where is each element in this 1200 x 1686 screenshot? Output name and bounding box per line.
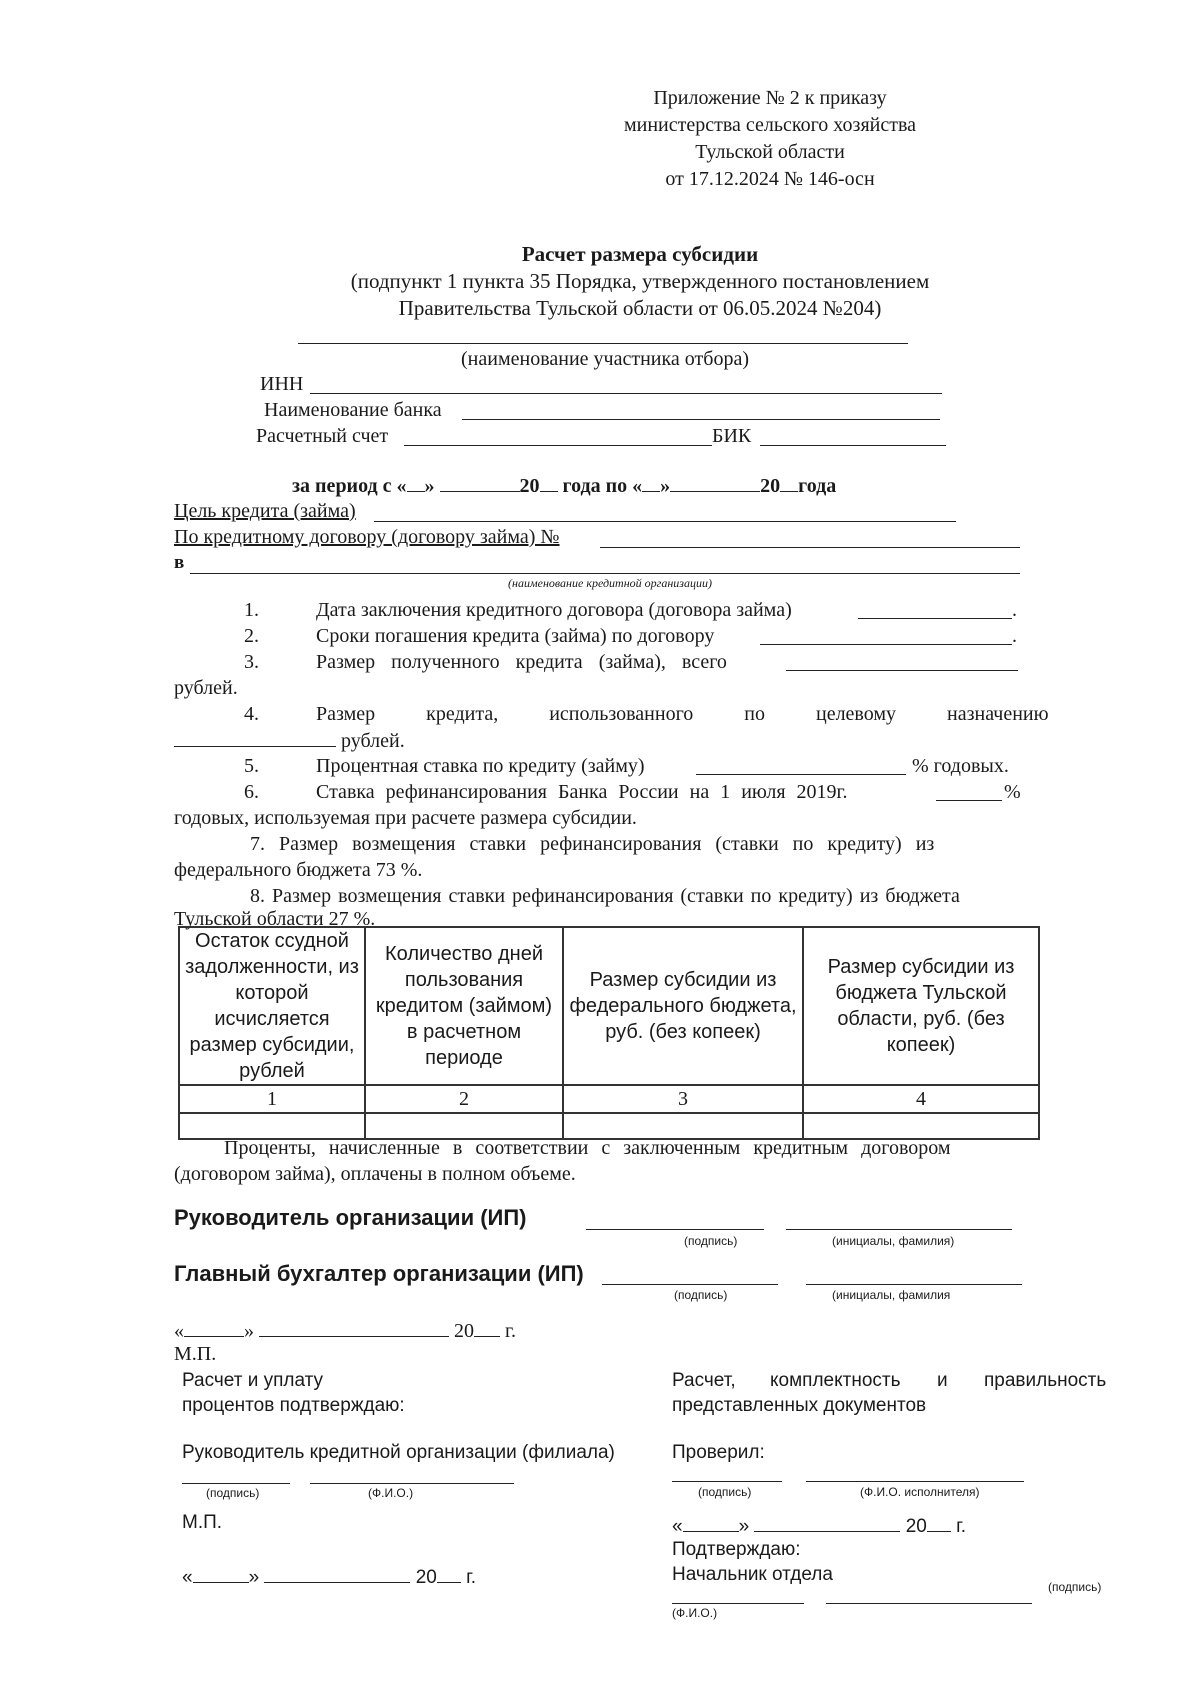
bik-label: БИК — [712, 425, 752, 447]
item-8-line-1: 8. Размер возмещения ставки рефинансирования (ставки по кредиту) из бюджета — [250, 885, 960, 907]
credit-org-caption: (наименование кредитной организации) — [508, 576, 712, 590]
verify-date-close: » — [738, 1516, 750, 1537]
item-5-unit: % годовых. — [912, 755, 1009, 777]
credit-org-field[interactable] — [190, 573, 1020, 574]
bank-head-sign-field[interactable] — [182, 1483, 290, 1484]
appendix-line-3: Тульской области — [695, 141, 845, 163]
verify-date-line — [672, 1512, 966, 1539]
column-number: 3 — [563, 1085, 803, 1113]
header-cell-days: Количество дней пользования кредитом (займом) в расчетном периоде — [365, 927, 563, 1085]
verify-line-2: представленных документов — [672, 1395, 927, 1416]
period-from-year[interactable] — [540, 472, 558, 492]
table-number-row — [179, 1085, 1039, 1113]
department-head-label: Начальник отдела — [672, 1564, 833, 1585]
item-2-field[interactable] — [760, 625, 1012, 645]
item-6-cont: годовых, используемая при расчете размера субсидии. — [174, 807, 637, 829]
checked-by-label: Проверил: — [672, 1442, 765, 1463]
period-to-month[interactable] — [670, 472, 760, 492]
bank-date-year-prefix: 20 — [415, 1567, 437, 1588]
verify-date-open: « — [672, 1516, 683, 1537]
accountant-signature-field[interactable] — [602, 1284, 778, 1285]
bank-date-line — [182, 1563, 476, 1590]
header-cell-federal: Размер субсидии из федерального бюджета, руб. (без копеек) — [563, 927, 803, 1085]
item-1-dot: . — [1012, 599, 1017, 621]
appendix-header — [560, 85, 980, 193]
column-number: 2 — [365, 1085, 563, 1113]
item-6-percent: % — [1004, 781, 1021, 803]
inn-label: ИНН — [260, 373, 304, 395]
head-name-field[interactable] — [786, 1229, 1012, 1230]
credit-contract-label: По кредитному договору (договору займа) № — [174, 526, 560, 548]
appendix-line-2: министерства сельского хозяйства — [623, 114, 917, 136]
item-3-number: 3. — [244, 651, 259, 673]
header-cell-regional: Размер субсидии из бюджета Тульской области, руб. (без копеек) — [803, 927, 1039, 1085]
verify-date-suffix: г. — [956, 1516, 967, 1537]
item-3-field[interactable] — [786, 651, 1018, 671]
checked-fio-caption: (Ф.И.О. исполнителя) — [860, 1485, 980, 1499]
item-3-unit: рублей. — [174, 677, 238, 699]
period-from-day[interactable] — [407, 472, 425, 492]
date-year-prefix: 20 — [454, 1320, 474, 1342]
department-head-fio-caption: (Ф.И.О.) — [672, 1606, 718, 1620]
verify-date-year[interactable] — [927, 1512, 951, 1532]
bank-date-suffix: г. — [466, 1567, 477, 1588]
item-4-unit-line — [174, 727, 405, 755]
item-2-number: 2. — [244, 625, 259, 647]
item-5-text: Процентная ставка по кредиту (займу) — [316, 755, 645, 777]
header-cell-balance: Остаток ссудной задолженности, из которой исчисляется размер субсидии, рублей — [179, 927, 365, 1085]
table-header-row — [179, 927, 1039, 1085]
bank-head-sign-caption: (подпись) — [206, 1486, 260, 1500]
period-to-day[interactable] — [642, 472, 660, 492]
item-1-field[interactable] — [858, 599, 1012, 619]
participant-name-line[interactable] — [298, 343, 908, 344]
item-6-text: Ставка рефинансирования Банка России на 1 июля 2019г. — [316, 781, 848, 803]
item-4-number: 4. — [244, 703, 259, 725]
inn-field[interactable] — [310, 393, 942, 394]
bank-head-fio-field[interactable] — [310, 1483, 514, 1484]
stamp-place-label: М.П. — [174, 1343, 217, 1365]
period-from-close: » — [424, 475, 435, 497]
bank-confirm-line-2: процентов подтверждаю: — [182, 1395, 405, 1416]
signature-date-line — [174, 1317, 516, 1345]
column-number: 4 — [803, 1085, 1039, 1113]
document-title: Расчет размера субсидии — [521, 242, 759, 266]
verify-word-1: Расчет, — [672, 1370, 736, 1391]
bank-stamp-place: М.П. — [182, 1512, 223, 1533]
appendix-line-4: от 17.12.2024 № 146-осн — [665, 168, 875, 190]
appendix-line-1: Приложение № 2 к приказу — [653, 87, 887, 109]
checked-sign-field[interactable] — [672, 1481, 782, 1482]
head-signature-field[interactable] — [586, 1229, 764, 1230]
period-to-text: года по « — [562, 475, 643, 497]
item-5-field[interactable] — [696, 755, 906, 775]
accountant-name-caption: (инициалы, фамилия — [832, 1288, 951, 1302]
verify-date-year-prefix: 20 — [905, 1516, 927, 1537]
period-to-year[interactable] — [780, 472, 798, 492]
credit-org-prefix: в — [174, 552, 185, 573]
item-6-field[interactable] — [936, 781, 1002, 801]
item-2-dot: . — [1012, 625, 1017, 647]
accountant-sign-caption: (подпись) — [674, 1288, 728, 1302]
item-4-field[interactable] — [174, 727, 336, 747]
item-2-text: Сроки погашения кредита (займа) по договору — [316, 625, 715, 647]
date-open-quote: « — [174, 1320, 184, 1342]
verify-date-day[interactable] — [683, 1512, 739, 1532]
bank-date-close: » — [248, 1567, 260, 1588]
head-signature-label: Руководитель организации (ИП) — [174, 1205, 527, 1230]
item-3-text: Размер полученного кредита (займа), всего — [316, 651, 727, 673]
period-from-text: за период с « — [292, 475, 407, 497]
checked-fio-field[interactable] — [806, 1481, 1024, 1482]
date-day-field[interactable] — [184, 1317, 244, 1337]
item-7-line-1: 7. Размер возмещения ставки рефинансирования (ставки по кредиту) из — [250, 833, 935, 855]
participant-caption: (наименование участника отбора) — [461, 348, 749, 370]
bank-name-label: Наименование банка — [264, 399, 442, 421]
account-label: Расчетный счет — [256, 425, 389, 447]
bank-date-year[interactable] — [437, 1563, 461, 1583]
period-to-year-prefix: 20 — [760, 475, 781, 497]
credit-purpose-field[interactable] — [374, 521, 956, 522]
bank-name-field[interactable] — [462, 419, 940, 420]
date-close-quote: » — [244, 1320, 254, 1342]
item-6-number: 6. — [244, 781, 259, 803]
document-subtitle-1: (подпункт 1 пункта 35 Порядка, утвержденного постановлением — [350, 269, 930, 293]
bank-date-month[interactable] — [264, 1563, 410, 1583]
subsidy-table — [178, 926, 1040, 1140]
item-8-line-2: Тульской области 27 %. — [174, 908, 376, 930]
item-1-number: 1. — [244, 599, 259, 621]
item-4-unit: рублей. — [341, 730, 405, 752]
accountant-signature-label: Главный бухгалтер организации (ИП) — [174, 1261, 584, 1286]
period-from-month[interactable] — [440, 472, 520, 492]
bank-date-open: « — [182, 1567, 193, 1588]
date-month-field[interactable] — [259, 1317, 449, 1337]
bik-field[interactable] — [760, 445, 946, 446]
column-number: 1 — [179, 1085, 365, 1113]
period-year-word: года — [798, 475, 837, 497]
checked-sign-caption: (подпись) — [698, 1485, 752, 1499]
credit-contract-field[interactable] — [600, 547, 1020, 548]
bank-date-day[interactable] — [193, 1563, 249, 1583]
department-head-sign-caption: (подпись) — [1048, 1580, 1102, 1594]
item-5-number: 5. — [244, 755, 259, 777]
period-line — [292, 472, 836, 500]
bank-confirm-line-1: Расчет и уплату — [182, 1370, 324, 1391]
item-4-text: Размер кредита, использованного по целевому назначению — [316, 703, 1049, 725]
item-7-line-2: федерального бюджета 73 %. — [174, 859, 423, 881]
bank-head-label: Руководитель кредитной организации (филиала) — [182, 1442, 615, 1463]
verify-date-month[interactable] — [754, 1512, 900, 1532]
verify-word-3: и — [937, 1370, 948, 1391]
period-from-year-prefix: 20 — [519, 475, 540, 497]
approve-label: Подтверждаю: — [672, 1539, 801, 1560]
item-1-text: Дата заключения кредитного договора (договора займа) — [316, 599, 792, 621]
document-subtitle-2: Правительства Тульской области от 06.05.2024 №204) — [398, 296, 882, 320]
department-head-sign-field[interactable] — [826, 1603, 1032, 1604]
interest-paid-line-2: (договором займа), оплачены в полном объеме. — [174, 1163, 576, 1185]
accountant-name-field[interactable] — [806, 1284, 1022, 1285]
head-name-caption: (инициалы, фамилия) — [832, 1234, 955, 1248]
credit-purpose-label: Цель кредита (займа) — [174, 500, 356, 522]
verify-word-2: комплектность — [770, 1370, 901, 1391]
date-year-field[interactable] — [474, 1317, 500, 1337]
account-field[interactable] — [404, 445, 712, 446]
verify-word-4: правильность — [984, 1370, 1107, 1391]
interest-paid-line-1: Проценты, начисленные в соответствии с заключенным кредитным договором — [224, 1137, 951, 1159]
date-year-suffix: г. — [505, 1320, 516, 1342]
head-sign-caption: (подпись) — [684, 1234, 738, 1248]
department-head-fio-field[interactable] — [672, 1603, 804, 1604]
period-to-close: » — [660, 475, 671, 497]
bank-head-fio-caption: (Ф.И.О.) — [368, 1486, 414, 1500]
